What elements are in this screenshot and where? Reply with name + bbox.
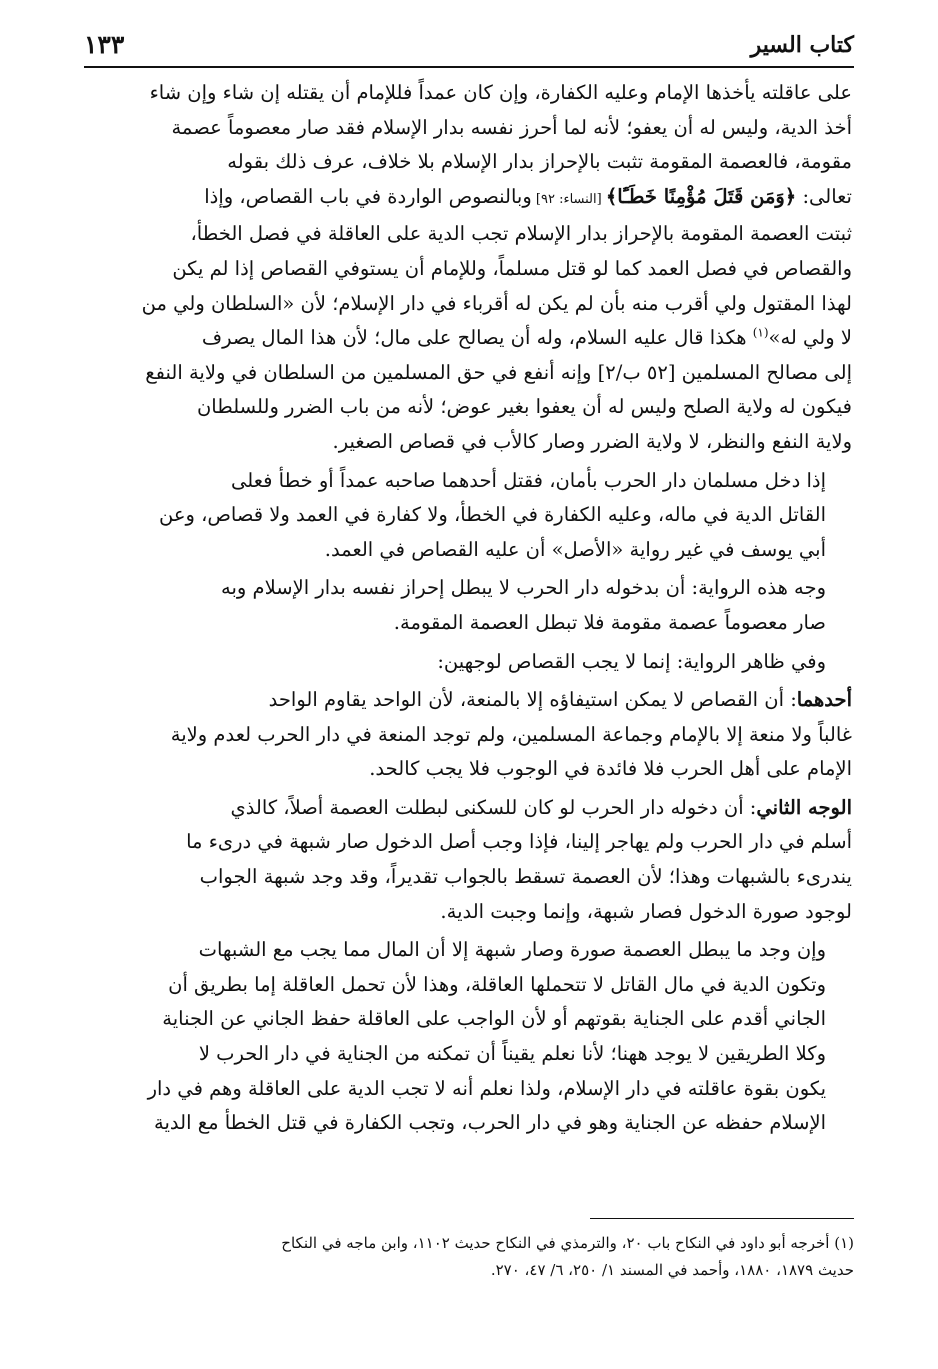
text-line: القاتل الدية في ماله، وعليه الكفارة في الخطأ، ولا كفارة في العمد ولا قصاص، وعن [158,503,826,527]
text-segment: : أن القصاص لا يمكن استيفاؤه إلا بالمنعة، لأن الواحد يقاوم الواحد [268,688,797,712]
paragraph-6 [84,791,852,929]
text-line: أبي يوسف في غير رواية «الأصل» أن عليه القصاص في العمد. [324,537,826,561]
text-line [84,791,852,826]
chapter-title: كتاب السير [750,32,854,58]
main-text [84,76,852,1141]
text-line: ثبتت العصمة المقومة بالإحراز بدار الإسلام تجب الدية على العاقلة في فصل الخطأ، [190,222,852,246]
paragraph-2 [84,464,852,568]
quran-verse: ﴿وَمَن قَتَلَ مُؤْمِنًا خَطَـًٔا﴾ [605,184,797,208]
text-segment: : أن دخوله دار الحرب لو كان للسكنى لبطلت العصمة أصلاً، كالذي [230,795,757,819]
text-line: يكون بقوة عاقلته في دار الإسلام، ولذا نعلم أنه لا تجب الدية على العاقلة وهم في دار [147,1076,826,1100]
paragraph-3 [84,571,852,640]
section-label: أحدهما [796,688,852,712]
text-line: أخذ الدية، وليس له أن يعفو؛ لأنه لما أحرز نفسه بدار الإسلام فقد صار معصوماً عصمة [171,115,852,139]
text-line: لهذا المقتول ولي أقرب منه بأن لم يكن له أقرباء في دار الإسلام؛ لأن «السلطان ولي من [141,291,852,315]
text-segment: هكذا قال عليه السلام، وله أن يصالح على مال؛ لأن هذا المال يصرف [201,326,753,350]
text-line: وإن وجد ما يبطل العصمة صورة وصار شبهة إلا أن المال مما يجب مع الشبهات [198,938,826,962]
text-segment: وبالنصوص الواردة في باب القصاص، وإذا [204,184,532,208]
text-line: ولاية النفع والنظر، لا ولاية الضرر وصار كالأب في قصاص الصغير. [332,429,852,453]
page-number: ١٣٣ [84,30,125,59]
text-line: صار معصوماً عصمة مقومة فلا تبطل العصمة المقومة. [393,610,826,634]
text-line: وكلا الطريقين لا يوجد ههنا؛ لأنا نعلم يقيناً أن تمكنه من الجناية في دار الحرب لا [198,1042,826,1066]
text-line: الإمام على أهل الحرب فلا فائدة في الوجوب فلا يجب كالحد. [369,757,852,781]
text-line: على عاقلته يأخذها الإمام وعليه الكفارة، وإن كان عمداً فللإمام أن يقتله إن شاء وإن شاء [149,81,852,104]
text-line: إذا دخل مسلمان دار الحرب بأمان، فقتل أحدهما صاحبه عمداً أو خطأ فعلى [231,468,826,492]
paragraph-5 [84,683,852,787]
footnote [84,1230,854,1284]
text-line: إلى مصالح المسلمين [٥٢ ب/٢] وإنه أنفع في حق المسلمين من السلطان في ولاية النفع [145,360,852,384]
running-header [84,22,854,62]
section-label: الوجه الثاني [756,795,852,819]
text-line: وجه هذه الرواية: أن بدخوله دار الحرب لا يبطل إحراز نفسه بدار الإسلام وبه [221,576,826,600]
paragraph-4 [84,645,852,680]
verse-citation: [النساء: ٩٢] [531,191,606,207]
footnote-line: حديث ١٨٧٩، ١٨٨٠، وأحمد في المسند ١/ ٢٥٠، ٦/ ٤٧، ٢٧٠. [490,1261,854,1279]
text-line: فيكون له ولاية الصلح وليس له أن يعفوا بغير عوض؛ لأنه من باب الضرر وللسلطان [196,395,852,419]
text-line: مقومة، فالعصمة المقومة تثبت بالإحراز بدار الإسلام بلا خلاف، عرف ذلك بقوله [227,150,852,174]
paragraph-1 [84,76,852,460]
text-segment: لا ولي له» [768,326,852,350]
text-line: غالباً ولا منعة إلا بالإمام وجماعة المسلمين، ولم توجد المنعة في دار الحرب لعدم ولاية [170,722,852,746]
text-line: الجاني أقدم على الجناية بقوتهم أو لأن الواجب على العاقلة حفظ الجاني عن الجناية [162,1007,826,1031]
paragraph-7 [84,933,852,1141]
text-line: وفي ظاهر الرواية: إنما لا يجب القصاص لوجهين: [437,649,826,673]
text-line: لوجود صورة الدخول فصار شبهة، وإنما وجبت الدية. [440,899,852,923]
footnote-rule [590,1218,854,1219]
text-line: وتكون الدية في مال القاتل لا تتحملها العاقلة، وهذا لأن تحمل العاقلة إما بطريق أن [168,972,826,996]
footnote-ref[interactable]: (١) [752,325,769,340]
text-line: الإسلام حفظه عن الجناية وهو في دار الحرب، وتجب الكفارة في قتل الخطأ مع الدية [154,1111,826,1135]
text-line [84,321,852,356]
header-rule [84,66,854,68]
text-line: يندرىء بالشبهات وهذا؛ لأن العصمة تسقط بالجواب تقديراً، وقد وجد شبهة الجواب [199,865,852,889]
text-line: أسلم في دار الحرب ولم يهاجر إلينا، فإذا وجب أصل الدخول صار شبهة في درىء ما [186,830,852,854]
text-line: والقصاص في فصل العمد كما لو قتل مسلماً، وللإمام أن يستوفي القصاص إذا لم يكن [172,256,852,280]
text-segment: تعالى: [796,184,852,208]
text-line [84,683,852,718]
text-line [84,180,852,218]
footnote-line: (١) أخرجه أبو داود في النكاح باب ٢٠، والترمذي في النكاح حديث ١١٠٢، وابن ماجه في النكاح [281,1234,854,1252]
